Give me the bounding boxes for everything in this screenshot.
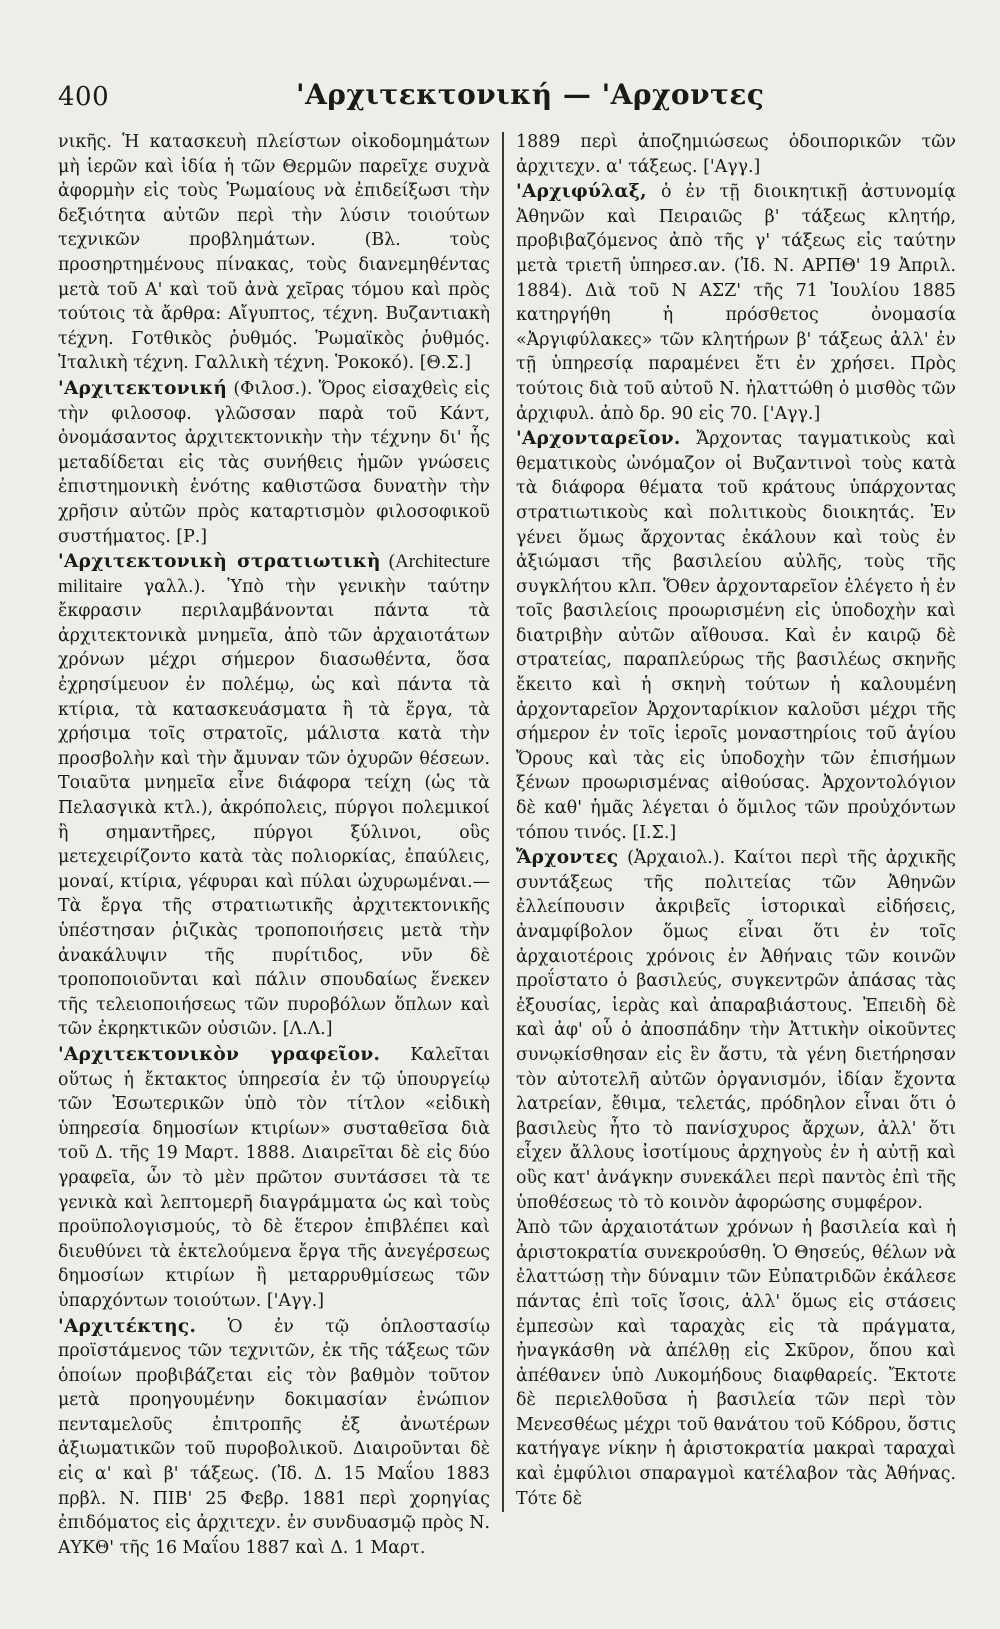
entry-continuation xyxy=(516,130,956,179)
entry-archontes xyxy=(516,846,956,1215)
entry-archontareion xyxy=(516,427,956,845)
entry-text: (Ἀρχαιολ.). Καίτοι περὶ τῆς ἀρχικῆς συντάξεως τῆς πολιτείας τῶν Ἀθηνῶν ἐλλείπουσιν ἀκριβεῖς ἱστορικαὶ εἰδήσεις, ἀναμφίβολον ὅμως εἶναι ὅτι ἐν τοῖς ἀρχαιοτέροις χρόνοις ἐν Ἀθήναις τῶν κοινῶν προΐστατο ὁ βασιλεύς, συγκεντρῶν ἁπάσας τὰς ἐξουσίας, ἱερὰς καὶ ἀπαραβιάστους. Ἐπειδὴ δὲ καὶ ἀφ' οὗ ὁ ἀποσπάδην τὴν Ἀττικὴν οἰκοῦντες συνῳκίσθησαν εἰς ἓν ἄστυ, τὰ γένη διετήρησαν τὸν αὐτοτελῆ αὐτῶν ὀργανισμόν, ἰδίαν ἔχοντα λατρείαν, ἔθιμα, τελετάς, πρόδηλον εἶναι ὅτι ὁ βασιλεὺς ἦτο τὸ πανίσχυρος ἄρχων, ἀλλ' ὅτι εἶχεν ἄλλους ἰσοτίμους ἀρχηγοὺς ἐν ἡ αὐτῇ καὶ οὓς κατ' ἀνάγκην συνεκάλει περὶ παντὸς ἐπὶ τῆς ὑποθέσεως τὸ τὸ κοινὸν ἀφορώσης συμφέρον. xyxy=(516,848,956,1213)
entry-archifylax xyxy=(516,180,956,426)
entry-architektis xyxy=(58,1315,490,1561)
entry-headword: 'Αρχιτεκτονικὸν γραφεῖον. xyxy=(58,1043,381,1065)
entry-continuation xyxy=(58,130,490,376)
entry-architektoniki-stratiotiki xyxy=(58,550,490,1042)
entry-headword: 'Αρχιτέκτης. xyxy=(58,1315,197,1337)
entry-text: νικῆς. Ἡ κατασκευὴ πλείστων οἰκοδομημάτων μὴ ἱερῶν καὶ ἰδία ἡ τῶν Θερμῶν παρεῖχε συχνὰ ἀφορμὴν εἰς τοὺς Ῥωμαίους νὰ ἐπιδείξωσι τὴν δεξιότητα αὐτῶν περὶ τὴν λύσιν τοιούτων τεχνικῶν προβλημάτων. (Βλ. τοὺς προσηρτημένους πίνακας, τοὺς διανεμηθέντας μετὰ τοῦ Α' καὶ τοῦ ἀνὰ χεῖρας τόμου καὶ πρὸς τούτοις τὰ ἄρθρα: Αἴγυπτος, τέχνη. Βυζαντιακὴ τέχνη. Γοτθικὸς ῥυθμός. Ῥωμαϊκὸς ῥυθμός. Ἰταλικὴ τέχνη. Γαλλικὴ τέχνη. Ῥοκοκό). [Θ.Σ.] xyxy=(58,132,490,374)
page-header xyxy=(58,78,958,122)
entry-headword: 'Αρχιτεκτονικὴ στρατιωτικὴ xyxy=(58,551,381,573)
right-column xyxy=(516,130,956,1610)
entry-headword: 'Αρχονταρεῖον. xyxy=(516,428,681,450)
entry-architektonikon-grafeion xyxy=(58,1043,490,1314)
entry-text: 1889 περὶ ἀποζημιώσεως ὁδοιπορικῶν τῶν ἀρχιτεχν. α' τάξεως. ['Αγγ.] xyxy=(516,132,956,177)
entry-architektoniki-philos xyxy=(58,377,490,549)
left-column xyxy=(58,130,490,1610)
entry-text: ὁ ἐν τῇ διοικητικῇ ἀστυνομίᾳ Ἀθηνῶν καὶ Πειραιῶς β' τάξεως κλητήρ, προβιβαζόμενος ἀπὸ τῆς γ' τάξεως εἰς ταύτην μετὰ τριετῆ ὑπηρεσ.αν. (Ἰδ. Ν. ΑΡΠΘ' 19 Ἀπριλ. 1884). Διὰ τοῦ Ν ΑΣΖ' τῆς 71 Ἰουλίου 1885 κατηργήθη ἡ πρόσθετος ὀνομασία «Ἀργιφύλακες» τῶν κλητήρων β' τάξεως ἀλλ' ἐν τῇ ὑπηρεσίᾳ παραμένει ἔτι ἐν χρήσει. Πρὸς τούτοις διὰ τοῦ αὐτοῦ Ν. ἠλαττώθη ὁ μισθὸς τῶν ἀρχιφυλ. ἀπὸ δρ. 90 εἰς 70. ['Αγγ.] xyxy=(516,182,956,424)
entry-text: (Φιλοσ.). Ὅρος εἰσαχθεὶς εἰς τὴν φιλοσοφ. γλῶσσαν παρὰ τοῦ Κάντ, ὀνομάσαντος ἀρχιτεκτονικὴν τὴν τέχνην δι' ἧς μεταδίδεται εἰς τὰς συνήθεις ἡμῶν γνώσεις ἐπιστημονικὴ ἑνότης καθιστῶσα δυνατὴν τὴν χρῆσιν αὐτῶν πρὸς καταρτισμὸν φιλοσοφικοῦ συστήματος. [Ρ.] xyxy=(58,378,490,547)
entry-text: Ἀπὸ τῶν ἀρχαιοτάτων χρόνων ἡ βασιλεία καὶ ἡ ἀριστοκρατία συνεκρούσθη. Ὁ Θησεύς, θέλων νὰ ἐλαττώσῃ τὴν δύναμιν τῶν Εὐπατριδῶν ἐκάλεσε πάντας ἐπὶ τοῖς ἴσοις, ἀλλ' ὅμως εἰς στάσεις ἐμπεσὼν καὶ ταραχὰς εἰς τὰ πράγματα, ἠναγκάσθη νὰ ἀπέλθῃ εἰς Σκῦρον, ὅπου καὶ ἀπέθανεν ὑπὸ Λυκομήδους διαφθαρείς. Ἔκτοτε δὲ περιελθοῦσα ἡ βασιλεία τῶν περὶ τὸν Μενεσθέως μέχρι τοῦ θανάτου τοῦ Κόδρου, ὅστις κατήγαγε νίκην ἡ ἀριστοκρατία μακραὶ ταραχαὶ καὶ ἐμφύλιοι σπαραγμοὶ κατέλαβον τὰς Ἀθήνας. Τότε δὲ xyxy=(516,1218,956,1509)
entry-text: Ἄρχοντας ταγματικοὺς καὶ θεματικοὺς ὠνόμαζον οἱ Βυζαντινοὶ τοὺς κατὰ τὰ διάφορα θέματα τοῦ κράτους ὑπάρχοντας στρατιωτικοὺς καὶ πολιτικοὺς διοικητάς. Ἐν γένει ὅμως ἄρχοντας ἐκάλουν καὶ τοὺς ἐν ἀξιώμασι τῆς βασιλείου αὐλῆς, τοὺς τῆς συγκλήτου κλπ. Ὅθεν ἀρχονταρεῖον ἐλέγετο ἡ ἐν τοῖς βασιλείοις προωρισμένη εἰς ὑποδοχὴν καὶ διατριβὴν αὐτῶν αἴθουσα. Καὶ ἐν καιρῷ δὲ στρατείας, παραπλεύρως τῆς βασιλέως σκηνῆς ἔκειτο καὶ ἡ σκηνὴ τούτων ἡ καλουμένη ἀρχονταρεῖον Ἀρχονταρίκιον καλοῦσι μέχρι τῆς σήμερον ἐν τοῖς ἱεροῖς μοναστηρίοις τοῦ ἁγίου Ὄρους καὶ τὰς εἰς ὑποδοχὴν τῶν ἐπισήμων ξένων προωρισμένας αἰθούσας. Ἀρχοντολόγιον δὲ καθ' ἡμᾶς λέγεται ὁ ὅμιλος τῶν προὐχόντων τόπου τινός. [Ι.Σ.] xyxy=(516,429,956,843)
column-divider xyxy=(502,132,504,1512)
entry-text: Καλεῖται οὕτως ἡ ἔκτακτος ὑπηρεσία ἐν τῷ ὑπουργείῳ τῶν Ἐσωτερικῶν ὑπὸ τὸν τίτλον «εἰδικὴ ὑπηρεσία δημοσίων κτιρίων» συσταθεῖσα διὰ τοῦ Δ. τῆς 19 Μαρτ. 1888. Διαιρεῖται δὲ εἰς δύο γραφεῖα, ὧν τὸ μὲν πρῶτον συντάσσει τὰ τε γενικὰ καὶ λεπτομερῆ διαγράμματα ὡς καὶ τοὺς προϋπολογισμούς, τὸ δὲ ἕτερον ἐπιβλέπει καὶ διευθύνει τὰ ἐκτελούμενα ἔργα τῆς ἀνεγέρσεως δημοσίων κτιρίων ἢ μεταρρυθμίσεως τῶν ὑπαρχόντων τοιούτων. ['Αγγ.] xyxy=(58,1044,490,1311)
entry-text: γαλλ.). Ὑπὸ τὴν γενικὴν ταύτην ἔκφρασιν περιλαμβάνονται πάντα τὰ ἀρχιτεκτονικὰ μνημεῖα, ἀπὸ τῶν ἀρχαιοτάτων χρόνων μέχρι σήμερον διασωθέντα, ὅσα ἐχρησίμευον ἐν πολέμῳ, ὡς καὶ πάντα τὰ κτίρια, τὰ κατασκευάσματα ἢ τὰ ἔργα, τὰ χρήσιμα τοῖς στρατοῖς, μάλιστα κατὰ τὴν προσβολὴν καὶ τὴν ἄμυναν τῶν ὀχυρῶν θέσεων. Τοιαῦτα μνημεῖα εἶνε διάφορα τείχη (ὡς τὰ Πελασγικὰ κτλ.), ἀκρόπολεις, πύργοι πολεμικοί ἢ σημαντῆρες, πύργοι ξύλινοι, οὓς μετεχειρίζοντο κατὰ τὰς πολιορκίας, ἐπαύλεις, μοναί, κτίρια, γέφυραι καὶ πύλαι ὠχυρωμέναι.—Τὰ ἔργα τῆς στρατιωτικῆς ἀρχιτεκτονικῆς ὑπέστησαν ῥιζικὰς τροποποιήσεις μετὰ τὴν ἀνακάλυψιν τῆς πυρίτιδος, νῦν δὲ τροποποιοῦνται καὶ πάλιν σπουδαίως ἕνεκεν τῆς τελειοποιήσεως τῶν πυροβόλων ὅπλων καὶ τῶν ἐκρηκτικῶν οὐσιῶν. [Λ.Λ.] xyxy=(58,576,490,1040)
running-head: 'Αρχιτεκτονική — 'Αρχοντες xyxy=(296,78,765,111)
entry-headword: Ἄρχοντες xyxy=(516,847,619,869)
page-number: 400 xyxy=(58,82,110,112)
entry-archontes-continued xyxy=(516,1216,956,1511)
entry-headword: 'Αρχιτεκτονική xyxy=(58,377,228,399)
entry-latin-term: (Architecture militaire xyxy=(58,551,490,597)
entry-text: Ὁ ἐν τῷ ὁπλοστασίῳ προϊστάμενος τῶν τεχνιτῶν, ἐκ τῆς τάξεως τῶν ὁποίων προβιβάζεται εἰς τὸν βαθμὸν τοῦτον μετὰ προηγουμένην δοκιμασίαν ἐνώπιον πενταμελοῦς ἐπιτροπῆς ἐξ ἀνωτέρων ἀξιωματικῶν τοῦ πυροβολικοῦ. Διαιροῦνται δὲ εἰς α' καὶ β' τάξεως. (Ἰδ. Δ. 15 Μαΐου 1883 πρβλ. Ν. ΠΙΒ' 25 Φεβρ. 1881 περὶ χορηγίας ἐπιδόματος εἰς ἀρχιτεχν. ἐν συνδυασμῷ πρὸς Ν. ΑΥΚΘ' τῆς 16 Μαΐου 1887 καὶ Δ. 1 Μαρτ. xyxy=(58,1316,490,1558)
entry-headword: 'Αρχιφύλαξ, xyxy=(516,181,647,203)
